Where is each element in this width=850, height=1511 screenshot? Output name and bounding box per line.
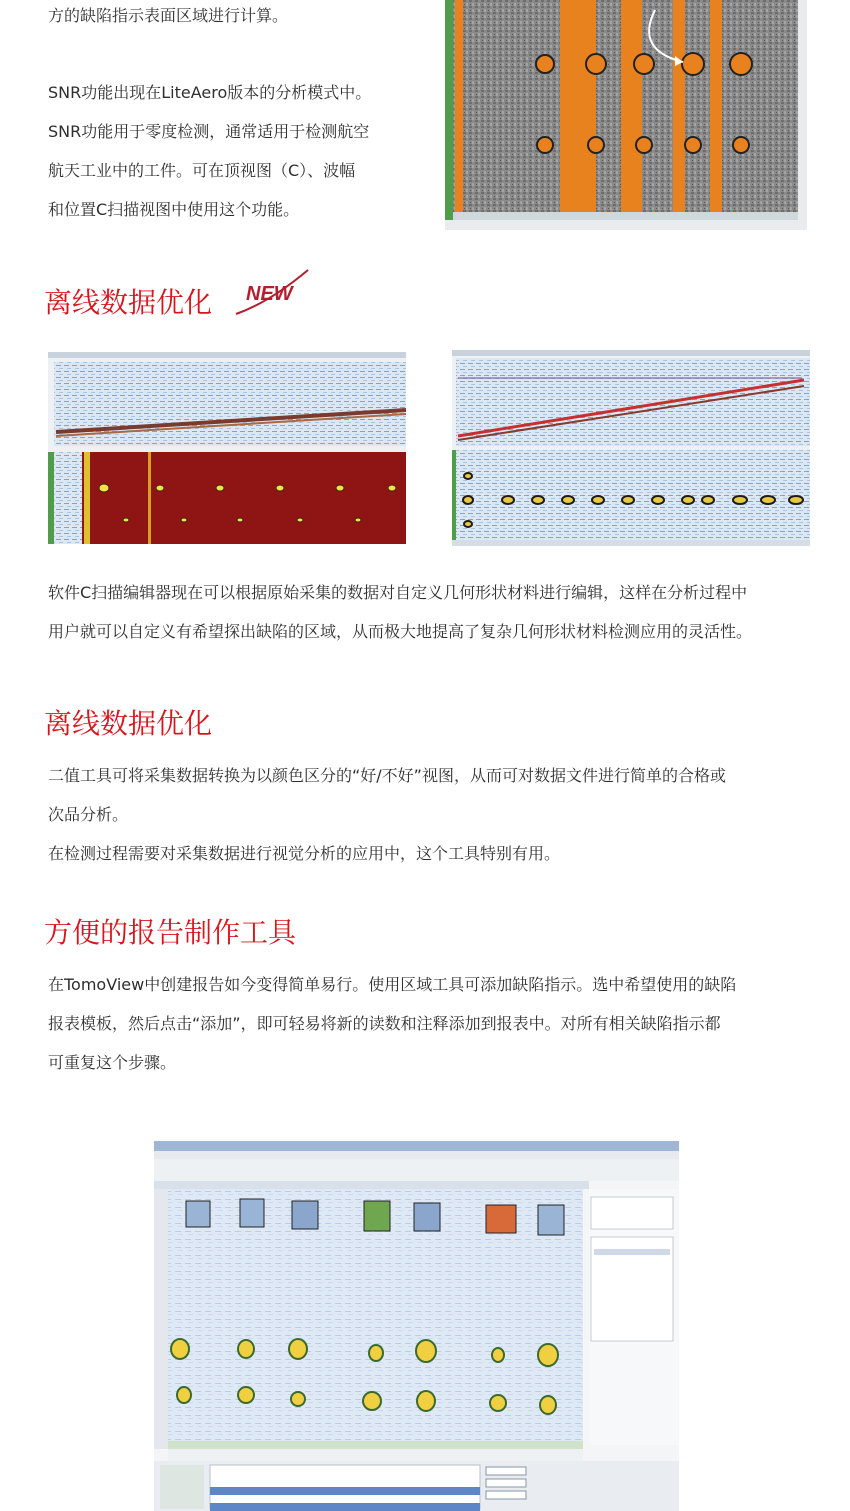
text-line: 次品分析。 (48, 805, 129, 824)
text-line: 二值工具可将采集数据转换为以颜色区分的“好/不好”视图，从而可对数据文件进行简单的合格或 (48, 766, 726, 785)
text-line: 可重复这个步骤。 (48, 1053, 177, 1072)
intro-line: SNR功能用于零度检测，通常适用于检测航空 (48, 122, 370, 141)
text-line: 在TomoView中创建报告如今变得简单易行。使用区域工具可添加缺陷指示。选中希望使用的缺陷 (48, 975, 737, 994)
text-line: 报表模板，然后点击“添加”，即可轻易将新的读数和注释添加到报表中。对所有相关缺陷指示都 (48, 1014, 721, 1033)
cscan-snr-image (445, 0, 807, 230)
section3-text (48, 965, 736, 1082)
intro-line: 和位置C扫描视图中使用这个功能。 (48, 200, 300, 219)
intro-line: 航天工业中的工件。可在顶视图（C）、波幅 (48, 161, 356, 180)
tomoview-report-screenshot (154, 1141, 679, 1511)
section-title: 离线数据优化 (44, 707, 213, 740)
text-line: 用户就可以自定义有希望探出缺陷的区域，从而极大地提高了复杂几何形状材料检测应用的灵活性。 (48, 622, 753, 641)
section2-text (48, 756, 726, 873)
text-line: 软件C扫描编辑器现在可以根据原始采集的数据对自定义几何形状材料进行编辑，这样在分析过程中 (48, 583, 748, 602)
section1-text (48, 573, 752, 651)
intro-text (48, 0, 371, 229)
section-title: 方便的报告制作工具 (44, 916, 297, 949)
cscan-editor-image-left (48, 352, 406, 544)
intro-line: SNR功能出现在LiteAero版本的分析模式中。 (48, 83, 372, 102)
new-badge (230, 262, 322, 322)
new-badge-text: NEW (246, 283, 293, 305)
intro-line: 方的缺陷指示表面区域进行计算。 (48, 6, 289, 25)
cscan-editor-image-right (452, 350, 810, 546)
text-line: 在检测过程需要对采集数据进行视觉分析的应用中，这个工具特别有用。 (48, 844, 561, 863)
section-title: 离线数据优化 (44, 286, 213, 319)
